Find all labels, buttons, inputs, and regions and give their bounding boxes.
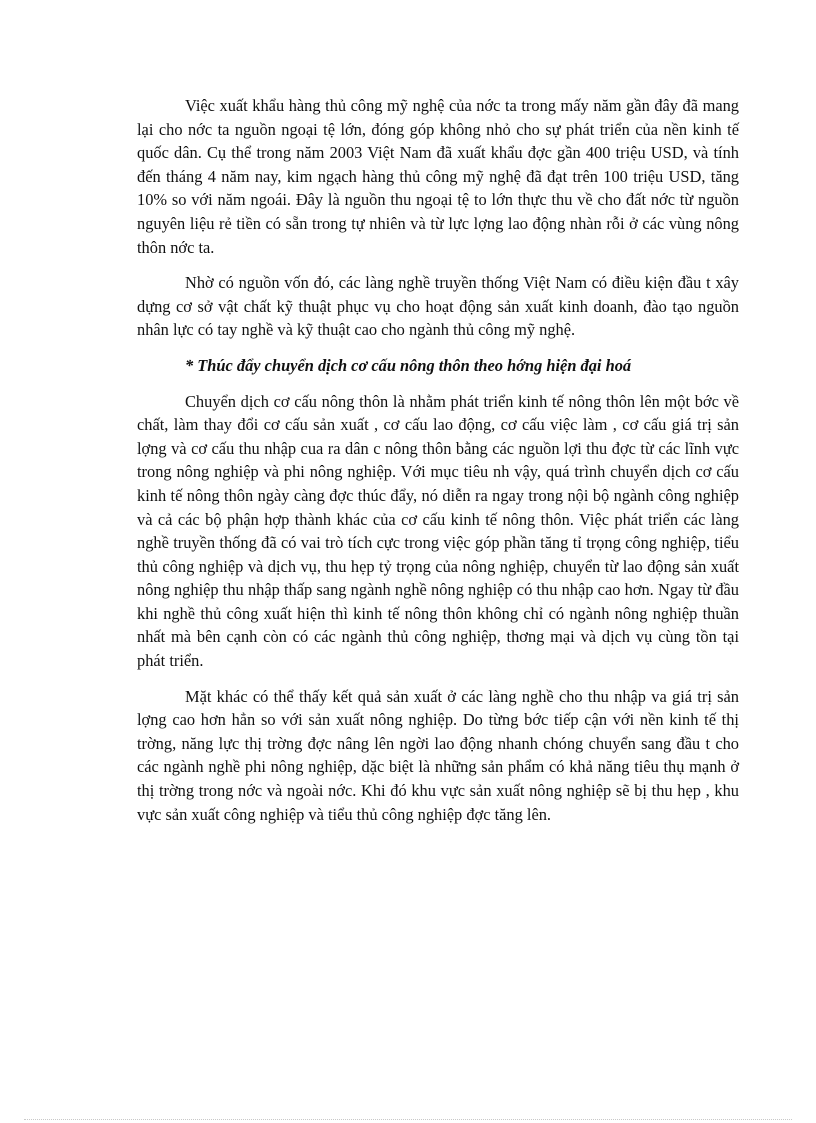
document-body	[137, 94, 739, 838]
paragraph-rural-restructuring: Chuyển dịch cơ cấu nông thôn là nhằm phát triển kinh tế nông thôn lên một bớc về chất, làm thay đổi cơ cấu sản xuất , cơ cấu lao động, cơ cấu việc làm , cơ cấu giá trị sản lợng và cơ cấu thu nhập cua ra dân c nông thôn bằng các nguồn lợi thu đợc từ các lĩnh vực trong nông nghiệp và phi nông nghiệp. Với mục tiêu nh vậy, quá trình chuyển dịch cơ cấu kinh tế nông thôn ngày càng đợc thúc đẩy, nó diễn ra ngay trong nội bộ ngành công nghiệp và cả các bộ phận hợp thành khác của cơ cấu kinh tế nông thôn. Việc phát triển các làng nghề truyền thống đã có vai trò tích cực trong việc góp phần tăng tỉ trọng công nghiệp, tiểu thủ công nghiệp và dịch vụ, thu hẹp tỷ trọng của nông nghiệp, chuyển từ lao động sản xuất nông nghiệp thu nhập thấp sang ngành nghề nông nghiệp có thu nhập cao hơn. Ngay từ đầu khi nghề thủ công xuất hiện thì kinh tế nông thôn không chỉ có ngành nông nghiệp thuần nhất mà bên cạnh còn có các ngành thủ công nghiệp, thơng mại và dịch vụ cùng tồn tại phát triển.	[137, 391, 739, 671]
paragraph-capital-investment: Nhờ có nguồn vốn đó, các làng nghề truyền thống Việt Nam có điều kiện đầu t xây dựng cơ sở vật chất kỹ thuật phục vụ cho hoạt động sản xuất kinh doanh, đào tạo nguồn nhân lực có tay nghề và kỹ thuật cao cho ngành thủ công mỹ nghệ.	[137, 273, 739, 340]
paragraph-export-income: Việc xuất khẩu hàng thủ công mỹ nghệ của nớc ta trong mấy năm gần đây đã mang lại cho nớc ta nguồn ngoại tệ lớn, đóng góp không nhỏ cho sự phát triển của nền kinh tế quốc dân. Cụ thể trong năm 2003 Việt Nam đã xuất khẩu đợc gần 400 triệu USD, và tính đến tháng 4 năm nay, kim ngạch hàng thủ công mỹ nghệ đã đạt trên 100 triệu USD, tăng 10% so với năm ngoái. Đây là nguồn thu ngoại tệ to lớn thực thu về cho đất nớc từ nguồn nguyên liệu rẻ tiền có sẵn trong tự nhiên và từ lực lợng lao động nhàn rỗi ở các vùng nông thôn nớc ta.	[137, 96, 739, 257]
section-heading: * Thúc đẩy chuyển dịch cơ cấu nông thôn theo hớng hiện đại hoá	[185, 355, 632, 375]
page-bottom-divider	[24, 1119, 792, 1120]
paragraph-village-income: Mặt khác có thể thấy kết quả sản xuất ở các làng nghề cho thu nhập va giá trị sản lợng cao hơn hẳn so với sản xuất nông nghiệp. Do từng bớc tiếp cận với nền kinh tế thị trờng, năng lực thị trờng đợc nâng lên ngời lao động nhanh chóng chuyển sang đầu t cho các ngành nghề phi nông nghiệp, dặc biệt là những sản phẩm có khả năng tiêu thụ mạnh ở thị trờng trong nớc và ngoài nớc. Khi đó khu vực sản xuất nông nghiệp sẽ bị thu hẹp , khu vực sản xuất công nghiệp và tiểu thủ công nghiệp đợc tăng lên.	[137, 686, 739, 824]
